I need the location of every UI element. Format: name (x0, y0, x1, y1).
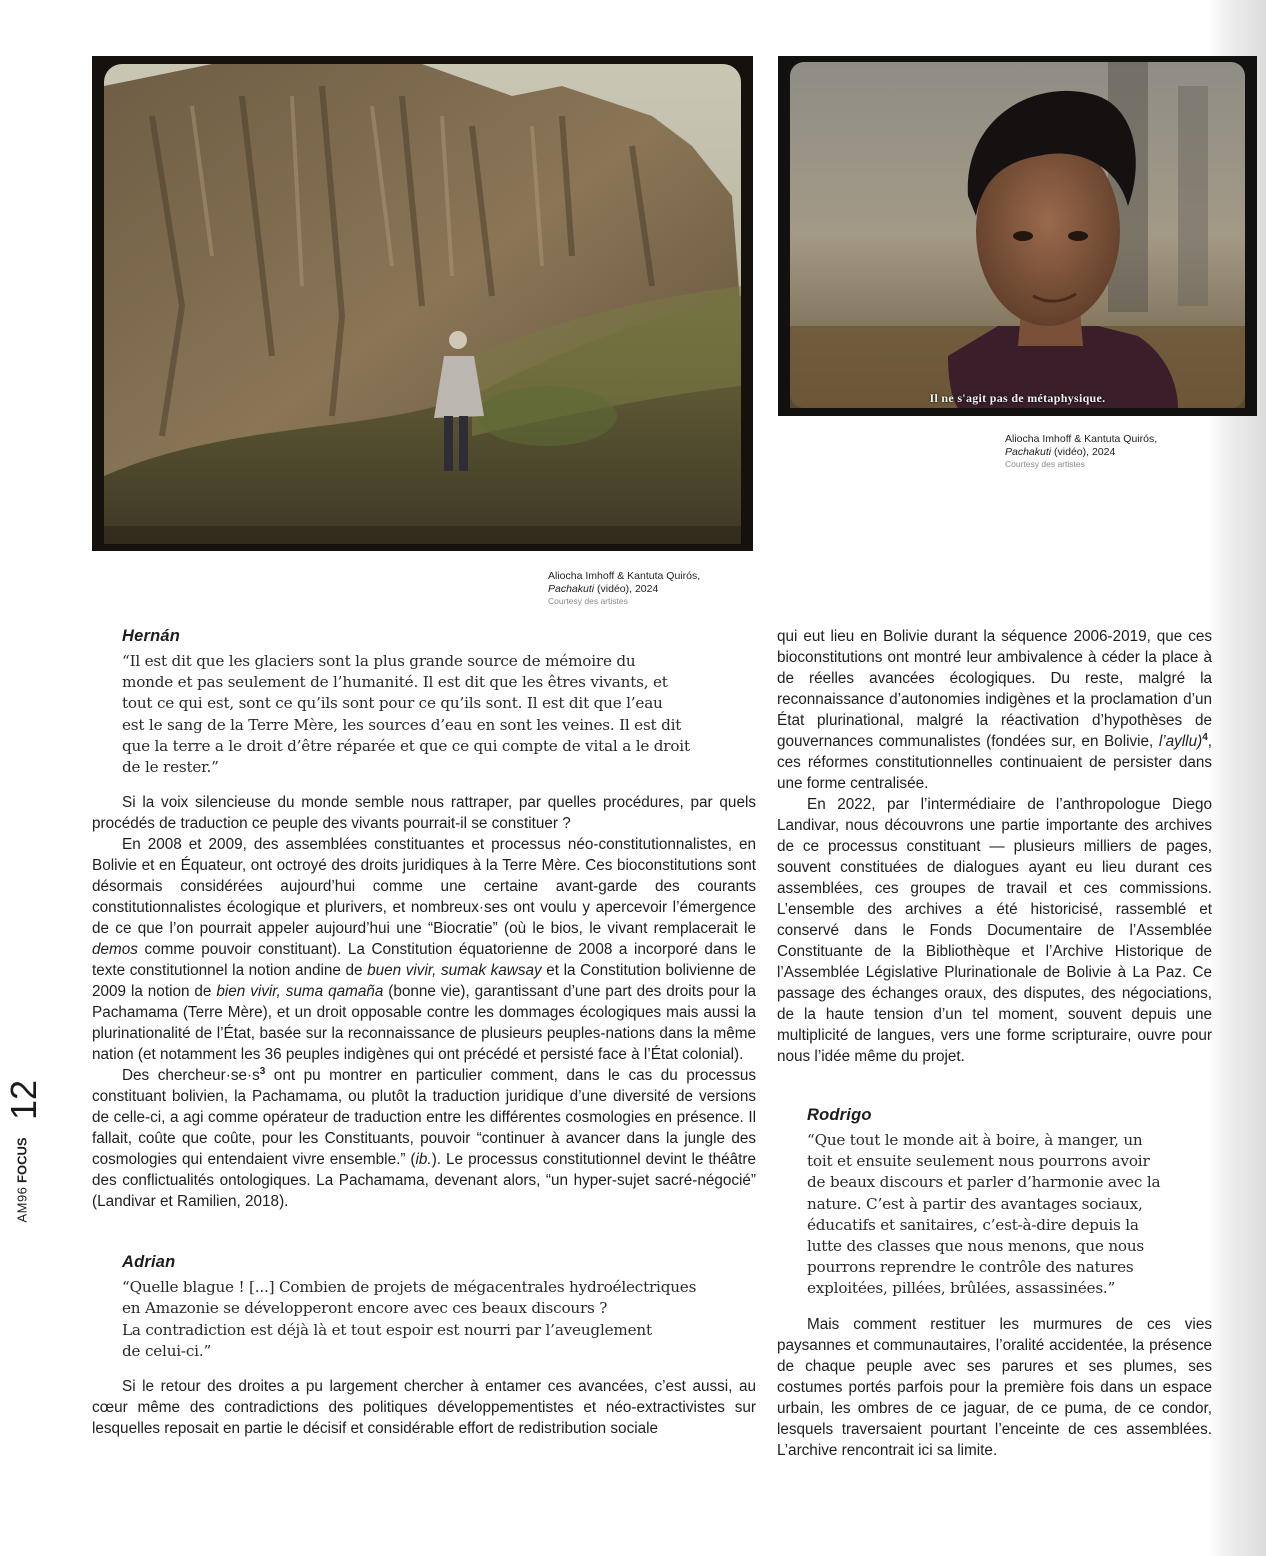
text-run: comme pouvoir constituant). La Constitution équatorienne de 2008 a incorporé dans le texte constitutionnel la notion andine de (92, 941, 756, 980)
text-run: Des chercheur·se·s (122, 1067, 260, 1085)
figure-caption-right (1005, 433, 1157, 471)
italic-term: bien vivir, suma qamaña (216, 983, 384, 1001)
body-paragraph: En 2022, par l’intermédiaire de l’anthropologue Diego Landivar, nous découvrons une partie importante des archives de ce processus constituant — plusieurs milliers de pages, souvent constituées de dialogues ayant eu lieu durant ces assemblées, ces groupes de travail et ces commissions. L’ensemble des archives a été historicisé, rassemblé et conservé dans le Fonds Documentaire de l’Assemblée Constituante de la Bibliothèque et l’Archive Historique de l’Assemblée Législative Plurinationale de Bolivie à La Paz. Ce passage des échanges oraux, des disputes, des négociations, de la haute tension d’un tel moment, souvent depuis une multiplicité de langues, vers une forme scripturaire, ouvre pour nous l’idée même du projet. (777, 796, 1212, 1065)
quote-line: de beaux discours et parler d’harmonie avec la (807, 1173, 1161, 1192)
text-run: qui eut lieu en Bolivie durant la séquence 2006-2019, que ces bioconstitutions ont montré leur ambivalence à céder la place à de réelles avancées écologiques. Du reste, malgré la reconnaissance d’autonomies indigènes et la proclamation d’un État plurinational, malgré la réactivation d’hypothèses de gouvernances communalistes (fondées sur, en Bolivie, (777, 628, 1212, 750)
caption-artists: Aliocha Imhoff & Kantuta Quirós, (1005, 433, 1158, 445)
page-number: 12 (3, 1079, 45, 1121)
footnote-ref: 3 (259, 1066, 266, 1078)
quote-line: tout ce qui est, sont ce qu’ils sont pour ce qu’ils sont. Il est dit que l’eau (122, 694, 663, 713)
quote-line: exploitées, pillées, brûlées, assassinées.” (807, 1279, 1116, 1298)
body-paragraph (777, 626, 1212, 794)
body-paragraph (92, 834, 756, 1065)
text-run: ). Le processus constitutionnel devint le théâtre des conflictualités ontologiques. La Pachamama, devenant alors, “un hyper-sujet sacré-négocié” (Landivar et Ramilien, 2018). (92, 1151, 756, 1211)
quote-line: “Que tout le monde ait à boire, à manger, un (807, 1131, 1143, 1149)
quote-line: monde et pas seulement de l’humanité. Il est dit que les êtres vivants, et (122, 673, 668, 692)
film-subtitle: Il ne s'agit pas de métaphysique. (929, 391, 1106, 405)
text-run: ont pu montrer en particulier comment, dans le cas du processus constituant bolivien, la Pachamama, ou plutôt la traduction juridique d’une diversité de versions de celle-ci, a agi comme opérateur de traduction entre les différentes cosmologies en présence. Il fallait, coûte que coûte, pour les Constituants, pouvoir “continuer à avancer dans la jungle des cosmologies qui entendaient vivre ensemble.” ( (92, 1067, 757, 1169)
text-run: (bonne vie), garantissant d’une part des droits pour la Pachamama (Terre Mère), et un droit opposable contre les dommages écologiques mais aussi la plurinationalité de l’État, basée sur la reconnaissance de plusieurs peuples-nations dans la même nation (et notamment les 36 peuples indigènes qui ont précédé et persisté face à l’État colonial). (92, 983, 756, 1064)
body-paragraph (92, 1065, 756, 1212)
quote-line: La contradiction est déjà là et tout espoir est nourri par l’aveuglement (122, 1320, 652, 1339)
body-paragraph: Mais comment restituer les murmures de ces vies paysannes et communautaires, l’oralité accidentée, la présence de chaque peuple avec ses parures et ses plumes, ses costumes portés parfois pour la première fois dans un espace urbain, les ombres de ce jaguar, de ce puma, de ce condor, lesquels traversaient pourtant l’enceinte de ces assemblées. L’archive rencontrait ici sa limite. (777, 1315, 1212, 1459)
quote-line: nature. C’est à partir des avantages sociaux, (807, 1194, 1143, 1213)
caption-credit: Courtesy des artistes (1005, 459, 1085, 469)
caption-credit: Courtesy des artistes (548, 596, 628, 606)
italic-term: demos (92, 941, 138, 959)
caption-artists: Aliocha Imhoff & Kantuta Quirós, (548, 570, 701, 582)
quote-line: “Quelle blague ! [...] Combien de projets de mégacentrales hydroélectriques (122, 1278, 697, 1297)
quote-line: de celui-ci.” (122, 1341, 212, 1360)
quote-line: pourrons reprendre le contrôle des natures (807, 1258, 1134, 1277)
speaker-hernan: Hernán (122, 627, 181, 645)
text-run: , ces réformes constitutionnelles continuaient de persister dans une forme centralisée. (777, 733, 1212, 792)
text-column-left (92, 626, 756, 1439)
figure-caption-left (548, 570, 700, 608)
section-label: FOCUS (14, 1137, 30, 1183)
caption-work-title: Pachakuti (548, 582, 595, 595)
film-still-canyon (92, 56, 753, 551)
text-run: En 2008 et 2009, des assemblées constituantes et processus néo-constitutionnalistes, en Bolivie et en Équateur, ont octroyé des droits juridiques à la Terre Mère. Ces bioconstitutions sont désormais considérées aujourd’hui comme une certaine avant-garde des courants constitutionnalistes écologique et plurivers, et nombreux·ses ont voulu y apercevoir l’émergence de ce que l’on pourrait appeler aujourd’hui une “Biocratie” (où le bios, le vivant remplacerait le (92, 836, 756, 938)
quote-line: éducatifs et sanitaires, c’est-à-dire depuis la (807, 1215, 1139, 1234)
quote-hernan (122, 651, 756, 778)
caption-work-details: (vidéo), 2024 (1051, 445, 1116, 458)
body-paragraph: Si la voix silencieuse du monde semble nous rattraper, par quelles procédures, par quels procédés de traduction ce peuple des vivants pourrait-il se constituer ? (92, 794, 756, 833)
text-column-right (777, 626, 1212, 1461)
quote-line: lutte des classes que nous menons, que nous (807, 1237, 1145, 1256)
text-run: et la Constitution bolivienne de 2009 la notion de (92, 962, 756, 1001)
quote-line: que la terre a le droit d’être réparée et que ce qui compte de vital a le droit (122, 736, 690, 755)
body-paragraph: Si le retour des droites a pu largement chercher à entamer ces avancées, c’est aussi, au cœur même des contradictions des politiques développementistes et néo-extractivistes sur lesquelles reposait en partie le décisif et considérable effort de redistribution sociale (92, 1378, 756, 1438)
italic-term: l’ayllu) (1158, 733, 1203, 750)
speaker-rodrigo: Rodrigo (807, 1106, 872, 1124)
italic-term: ib. (415, 1151, 432, 1169)
caption-work-details: (vidéo), 2024 (594, 582, 659, 595)
quote-line: en Amazonie se développeront encore avec ces beaux discours ? (122, 1299, 608, 1318)
quote-line: est le sang de la Terre Mère, les sources d’eau en sont les veines. Il est dit (122, 715, 682, 734)
italic-term: buen vivir, sumak kawsay (367, 962, 542, 980)
caption-work (1005, 446, 1157, 459)
footnote-ref: 4 (1202, 731, 1208, 743)
page-folio-sidebar (3, 1070, 68, 1223)
quote-rodrigo (807, 1130, 1212, 1300)
magazine-section-label (15, 1137, 31, 1222)
film-still-portrait (778, 56, 1257, 416)
issue-label: AM96 (14, 1186, 30, 1223)
caption-work (548, 583, 700, 596)
quote-line: “Il est dit que les glaciers sont la plus grande source de mémoire du (122, 652, 636, 670)
quote-adrian (122, 1277, 756, 1362)
caption-work-title: Pachakuti (1005, 445, 1052, 458)
speaker-adrian: Adrian (122, 1253, 176, 1272)
quote-line: de le rester.” (122, 758, 219, 777)
quote-line: toit et ensuite seulement nous pourrons avoir (807, 1152, 1150, 1171)
